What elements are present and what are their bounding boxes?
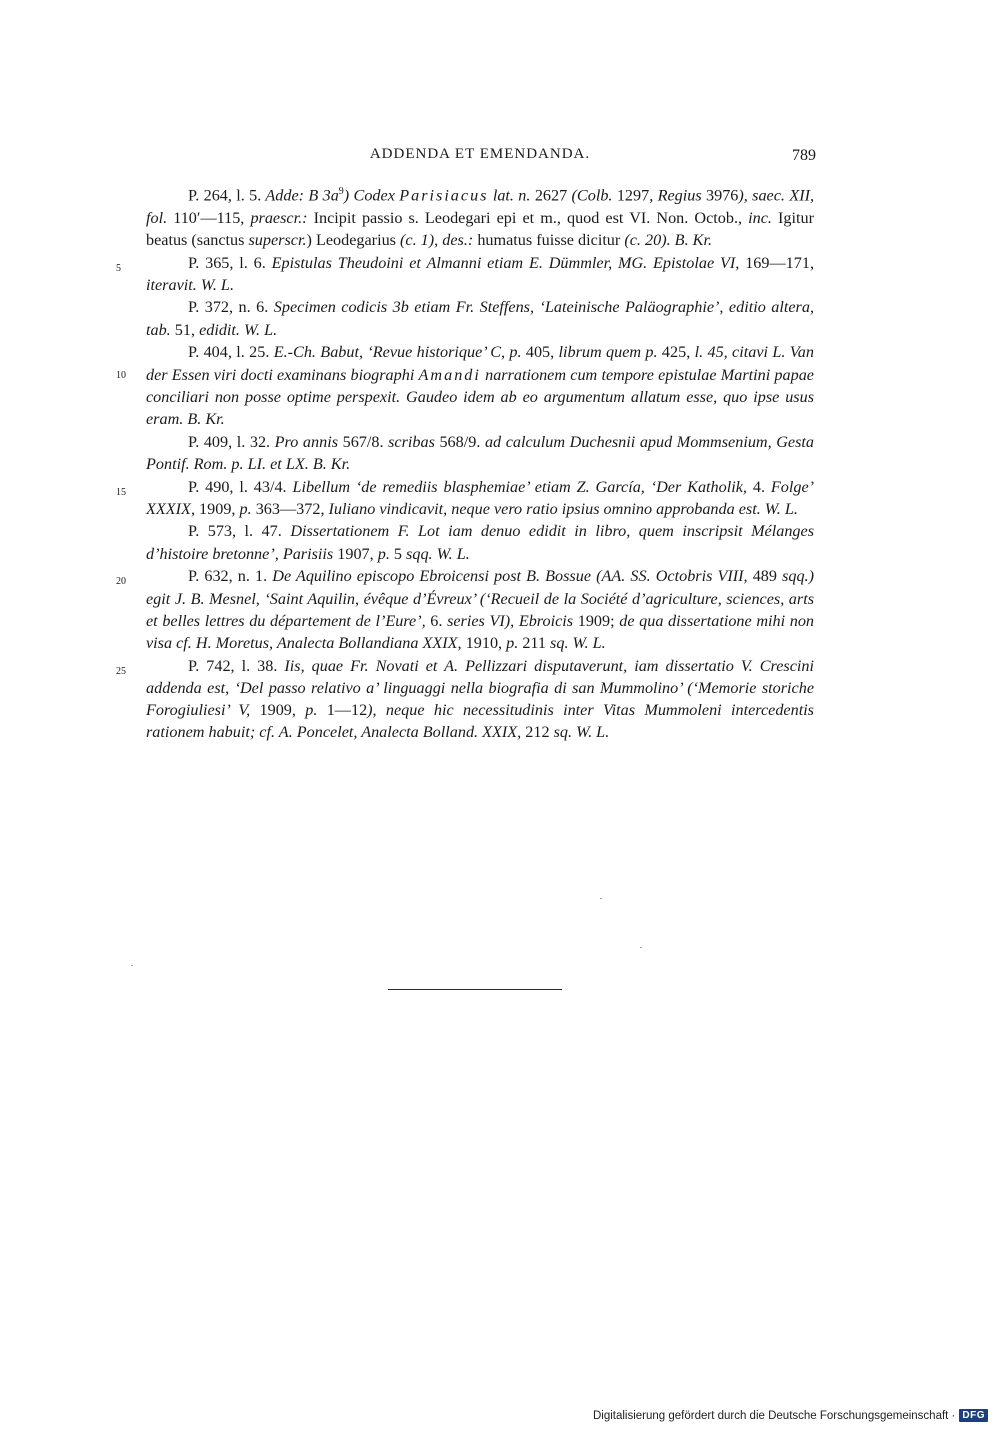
entry-text-segment: Parisiacus — [399, 186, 489, 205]
addendum-entry — [146, 520, 814, 564]
addendum-entry — [116, 341, 814, 430]
entry-text-segment: 1297, — [616, 186, 658, 205]
entry-text-segment: 212 — [525, 723, 554, 742]
entry-text-segment: Iuliano vindicavit, neque vero ratio ipsius omnino approbanda est. W. L. — [328, 499, 798, 518]
entry-text-segment: edidit. W. L. — [199, 320, 278, 339]
entry-text-segment: (c. 20). B. Kr. — [624, 230, 713, 249]
entry-text-segment: 1907, — [337, 544, 378, 563]
entry-text-segment: lat. n. — [488, 186, 535, 205]
entry-text-segment: Iis, quae Fr. Novati et A. Pellizzari disputaverunt, iam dissertatio V. Crescini addenda est, ‘Del passo relativo a’ linguaggi nella biografia di san Mummolino’ (‘Memorie storiche Forogiuliesi’ V, — [146, 656, 814, 720]
entry-text-segment: Igitur beatus (sanctus — [146, 208, 814, 249]
paper-speck — [131, 965, 133, 966]
line-number-marker: 10 — [116, 370, 126, 382]
entry-text-segment: Epistulas Theudoini et Almanni etiam E. Dümmler, MG. Epistolae VI, — [265, 253, 746, 272]
entry-text-segment: 363—372, — [255, 499, 329, 518]
entry-text-segment: inc. — [748, 208, 779, 227]
entry-text-segment: p. — [377, 544, 394, 563]
entry-text-segment: ), saec. XII, fol. — [146, 186, 815, 227]
entry-reference: P. 573, l. 47. — [188, 522, 282, 541]
entry-text-segment: ) Codex — [343, 186, 400, 205]
paper-speck — [640, 947, 642, 948]
entry-text-segment: 405, — [525, 343, 559, 362]
entry-text-segment: Specimen codicis 3b etiam Fr. Steffens, ‘Lateinische Paläographie’, editio altera, tab. — [146, 298, 814, 339]
entry-reference: P. 742, l. 38. — [188, 656, 278, 675]
entry-text-segment: sqq.) egit J. B. Mesnel, ‘Saint Aquilin, évêque d’Évreux’ (‘Recueil de la Société d’agriculture, sciences, arts et belles lettres du département de l’Eure’, — [146, 567, 814, 630]
line-number-marker: 5 — [116, 262, 121, 274]
entry-text-segment: praescr.: — [250, 208, 314, 227]
entry-text-segment: 568/9. — [439, 432, 485, 451]
line-number-marker: 20 — [116, 576, 126, 588]
running-head — [146, 146, 814, 170]
entry-text-segment: 567/8. — [342, 432, 389, 451]
section-divider — [388, 989, 562, 990]
entry-text-segment: (Colb. — [571, 186, 617, 205]
dfg-logo: DFG — [959, 1409, 988, 1422]
entry-text-segment: Dissertationem F. Lot iam denuo edidit in libro, quem inscripsit Mélanges d’histoire bretonne’, Parisiis — [146, 522, 814, 563]
addendum-entry — [116, 565, 815, 654]
entry-text-segment: scribas — [388, 432, 440, 451]
entry-text-segment: 1—12 — [326, 701, 368, 720]
entry-text-segment: ad calculum Duchesnii apud Mommsenium, Gesta Pontif. Rom. p. LI. et LX. B. Kr. — [146, 432, 814, 473]
entry-text-segment: (c. 1), des.: — [400, 230, 478, 249]
addendum-entry — [116, 655, 814, 744]
entry-text-segment: 2627 — [534, 186, 572, 205]
entry-text-segment: librum quem p. — [558, 343, 662, 362]
entry-reference: P. 404, l. 25. — [188, 343, 270, 362]
entry-text-segment: p. — [506, 633, 523, 652]
addendum-entry — [116, 252, 814, 296]
entry-text-segment: 211 — [522, 633, 551, 652]
entry-reference: P. 365, l. 6. — [188, 253, 266, 272]
paper-speck — [600, 898, 602, 899]
entry-text-segment: Libellum ‘de remediis blasphemiae’ etiam Z. García, ‘Der Katholik, — [286, 477, 753, 496]
entry-text-segment: Regius — [657, 186, 706, 205]
entry-text-segment: 425, — [661, 343, 695, 362]
addenda-body — [116, 181, 815, 744]
addendum-entry — [116, 476, 815, 520]
entry-text-segment: 1909, — [259, 701, 306, 720]
entry-text-segment: 6. — [430, 611, 448, 630]
entry-text-segment: p. — [305, 701, 327, 720]
entry-text-segment: series VI), Ebroicis — [447, 611, 578, 630]
entry-text-segment: 5 — [393, 544, 407, 563]
entry-reference: P. 409, l. 32. — [188, 432, 271, 451]
digitization-credit — [593, 1409, 988, 1422]
entry-text-segment: 169—171, — [745, 253, 814, 272]
entry-text-segment: 1910, — [465, 633, 507, 652]
entry-text-segment: 1909; — [577, 611, 620, 630]
entry-text-segment: sq. W. L. — [550, 633, 606, 652]
entry-text-segment: ) Leodegarius — [306, 230, 401, 249]
entry-reference: P. 632, n. 1. — [188, 567, 268, 586]
entry-text-segment: sq. W. L. — [553, 723, 610, 742]
entry-text-segment: 51, — [174, 320, 200, 339]
entry-text-segment: sqq. W. L. — [406, 544, 470, 563]
entry-text-segment: de qua dissertatione mihi non visa cf. H. Moretus, Analecta Bollandiana XXIX, — [146, 611, 815, 652]
entry-text-segment: superscr. — [248, 230, 307, 249]
entry-text-segment: 110′—115, — [173, 208, 251, 227]
entry-text-segment: 489 — [752, 567, 783, 586]
entry-reference: P. 372, n. 6. — [188, 298, 269, 317]
entry-text-segment: 9 — [338, 186, 344, 197]
addendum-entry — [146, 431, 814, 475]
entry-text-segment: narrationem cum tempore epistulae Martini papae conciliari non posse optime perspexit. Gaudeo idem ab eo argumentum allatum esse, quo ipse usus eram. B. Kr. — [146, 365, 814, 428]
entry-text-segment: Adde: B 3a — [261, 186, 339, 205]
entry-text-segment: E.-Ch. Babut, ‘Revue historique’ C, p. — [269, 343, 526, 362]
entry-text-segment: 3976 — [706, 186, 739, 205]
entry-text-segment: 1909, — [199, 499, 240, 518]
entry-text-segment: iteravit. W. L. — [146, 275, 234, 294]
entry-text-segment: Incipit passio s. Leodegari epi et m., quod est VI. Non. Octob., — [313, 208, 749, 227]
entry-text-segment: l. 45, citavi L. Van der Essen viri docti examinans biographi — [146, 343, 814, 384]
entry-text-segment: Folge’ XXXIX, — [146, 477, 815, 518]
entry-text-segment: ), neque hic necessitudinis inter Vitas Mummoleni intercedentis rationem habuit; cf. A. Poncelet, Analecta Bolland. XXIX, — [146, 701, 814, 742]
entry-reference: P. 490, l. 43/4. — [188, 477, 287, 496]
entry-text-segment: Amandi — [418, 365, 481, 384]
entry-text-segment: De Aquilino episcopo Ebroicensi post B. Bossue (AA. SS. Octobris VIII, — [267, 567, 753, 586]
entry-text-segment: Pro annis — [270, 432, 343, 451]
entry-text-segment: humatus fuisse dicitur — [477, 230, 625, 249]
credit-text: Digitalisierung gefördert durch die Deutsche Forschungsgemeinschaft · — [592, 1409, 956, 1422]
addendum-entry — [146, 296, 814, 340]
entry-text-segment: p. — [239, 499, 256, 518]
page-number: 789 — [792, 147, 816, 164]
line-number-marker: 15 — [116, 486, 126, 498]
page-title: ADDENDA ET EMENDANDA. — [369, 146, 591, 162]
addendum-entry — [146, 181, 814, 251]
line-number-marker: 25 — [116, 665, 126, 677]
entry-reference: P. 264, l. 5. — [188, 186, 262, 205]
entry-text-segment: 4. — [752, 477, 771, 496]
